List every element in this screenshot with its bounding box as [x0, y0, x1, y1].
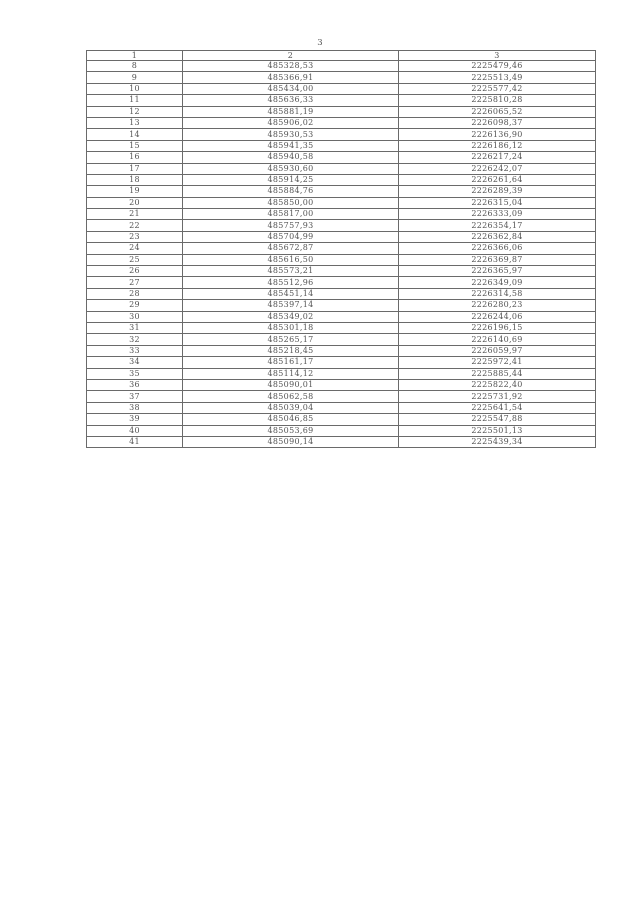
column-header-point: 1 — [87, 51, 183, 61]
point-number-cell: 29 — [87, 300, 183, 311]
y-coordinate-cell: 2226217,24 — [399, 152, 596, 163]
table-row — [87, 322, 596, 333]
table-row — [87, 186, 596, 197]
x-coordinate-cell: 485397,14 — [183, 300, 399, 311]
point-number-cell: 8 — [87, 61, 183, 72]
x-coordinate-cell: 485114,12 — [183, 368, 399, 379]
table-row — [87, 334, 596, 345]
point-number-cell: 23 — [87, 231, 183, 242]
point-number-cell: 28 — [87, 288, 183, 299]
point-number-cell: 32 — [87, 334, 183, 345]
y-coordinate-cell: 2225822,40 — [399, 379, 596, 390]
point-number-cell: 24 — [87, 243, 183, 254]
x-coordinate-cell: 485062,58 — [183, 391, 399, 402]
x-coordinate-cell: 485161,17 — [183, 357, 399, 368]
y-coordinate-cell: 2226065,52 — [399, 106, 596, 117]
point-number-cell: 25 — [87, 254, 183, 265]
y-coordinate-cell: 2226369,87 — [399, 254, 596, 265]
y-coordinate-cell: 2225439,34 — [399, 436, 596, 447]
table-row — [87, 197, 596, 208]
x-coordinate-cell: 485672,87 — [183, 243, 399, 254]
point-number-cell: 35 — [87, 368, 183, 379]
x-coordinate-cell: 485850,00 — [183, 197, 399, 208]
y-coordinate-cell: 2226244,06 — [399, 311, 596, 322]
table-row — [87, 288, 596, 299]
y-coordinate-cell: 2225547,88 — [399, 414, 596, 425]
y-coordinate-cell: 2226261,64 — [399, 174, 596, 185]
y-coordinate-cell: 2225641,54 — [399, 402, 596, 413]
x-coordinate-cell: 485817,00 — [183, 209, 399, 220]
point-number-cell: 12 — [87, 106, 183, 117]
point-number-cell: 26 — [87, 266, 183, 277]
table-row — [87, 106, 596, 117]
table-row — [87, 277, 596, 288]
point-number-cell: 10 — [87, 83, 183, 94]
point-number-cell: 17 — [87, 163, 183, 174]
point-number-cell: 13 — [87, 117, 183, 128]
point-number-cell: 36 — [87, 379, 183, 390]
point-number-cell: 41 — [87, 436, 183, 447]
point-number-cell: 14 — [87, 129, 183, 140]
y-coordinate-cell: 2226098,37 — [399, 117, 596, 128]
y-coordinate-cell: 2226315,04 — [399, 197, 596, 208]
y-coordinate-cell: 2225731,92 — [399, 391, 596, 402]
point-number-cell: 9 — [87, 72, 183, 83]
table-row — [87, 311, 596, 322]
table-row — [87, 436, 596, 447]
table-row — [87, 402, 596, 413]
y-coordinate-cell: 2226186,12 — [399, 140, 596, 151]
y-coordinate-cell: 2225972,41 — [399, 357, 596, 368]
point-number-cell: 34 — [87, 357, 183, 368]
x-coordinate-cell: 485349,02 — [183, 311, 399, 322]
coordinates-table — [86, 50, 596, 448]
point-number-cell: 40 — [87, 425, 183, 436]
y-coordinate-cell: 2225479,46 — [399, 61, 596, 72]
x-coordinate-cell: 485090,01 — [183, 379, 399, 390]
x-coordinate-cell: 485328,53 — [183, 61, 399, 72]
x-coordinate-cell: 485265,17 — [183, 334, 399, 345]
table-row — [87, 379, 596, 390]
point-number-cell: 18 — [87, 174, 183, 185]
coordinates-table-body — [87, 51, 596, 448]
point-number-cell: 19 — [87, 186, 183, 197]
x-coordinate-cell: 485366,91 — [183, 72, 399, 83]
table-row — [87, 129, 596, 140]
x-coordinate-cell: 485301,18 — [183, 322, 399, 333]
x-coordinate-cell: 485906,02 — [183, 117, 399, 128]
x-coordinate-cell: 485616,50 — [183, 254, 399, 265]
y-coordinate-cell: 2226140,69 — [399, 334, 596, 345]
y-coordinate-cell: 2226289,39 — [399, 186, 596, 197]
table-row — [87, 83, 596, 94]
x-coordinate-cell: 485046,85 — [183, 414, 399, 425]
page-number: 3 — [317, 38, 323, 48]
x-coordinate-cell: 485636,33 — [183, 95, 399, 106]
table-row — [87, 72, 596, 83]
y-coordinate-cell: 2226196,15 — [399, 322, 596, 333]
table-row — [87, 61, 596, 72]
x-coordinate-cell: 485704,99 — [183, 231, 399, 242]
y-coordinate-cell: 2226059,97 — [399, 345, 596, 356]
y-coordinate-cell: 2226280,23 — [399, 300, 596, 311]
x-coordinate-cell: 485930,53 — [183, 129, 399, 140]
table-row — [87, 357, 596, 368]
y-coordinate-cell: 2226333,09 — [399, 209, 596, 220]
y-coordinate-cell: 2226242,07 — [399, 163, 596, 174]
point-number-cell: 33 — [87, 345, 183, 356]
y-coordinate-cell: 2225885,44 — [399, 368, 596, 379]
point-number-cell: 16 — [87, 152, 183, 163]
y-coordinate-cell: 2226365,97 — [399, 266, 596, 277]
point-number-cell: 15 — [87, 140, 183, 151]
point-number-cell: 22 — [87, 220, 183, 231]
x-coordinate-cell: 485039,04 — [183, 402, 399, 413]
table-row — [87, 163, 596, 174]
point-number-cell: 11 — [87, 95, 183, 106]
y-coordinate-cell: 2226362,84 — [399, 231, 596, 242]
x-coordinate-cell: 485573,21 — [183, 266, 399, 277]
y-coordinate-cell: 2225513,49 — [399, 72, 596, 83]
table-row — [87, 254, 596, 265]
point-number-cell: 20 — [87, 197, 183, 208]
y-coordinate-cell: 2226314,58 — [399, 288, 596, 299]
table-row — [87, 368, 596, 379]
table-row — [87, 345, 596, 356]
point-number-cell: 37 — [87, 391, 183, 402]
point-number-cell: 31 — [87, 322, 183, 333]
x-coordinate-cell: 485881,19 — [183, 106, 399, 117]
y-coordinate-cell: 2226136,90 — [399, 129, 596, 140]
x-coordinate-cell: 485451,14 — [183, 288, 399, 299]
table-row — [87, 117, 596, 128]
table-row — [87, 300, 596, 311]
y-coordinate-cell: 2225810,28 — [399, 95, 596, 106]
table-row — [87, 231, 596, 242]
table-row — [87, 95, 596, 106]
x-coordinate-cell: 485930,60 — [183, 163, 399, 174]
x-coordinate-cell: 485884,76 — [183, 186, 399, 197]
table-row — [87, 243, 596, 254]
x-coordinate-cell: 485941,35 — [183, 140, 399, 151]
y-coordinate-cell: 2225501,13 — [399, 425, 596, 436]
table-row — [87, 209, 596, 220]
table-row — [87, 140, 596, 151]
table-row — [87, 266, 596, 277]
point-number-cell: 27 — [87, 277, 183, 288]
table-row — [87, 414, 596, 425]
table-row — [87, 391, 596, 402]
x-coordinate-cell: 485434,00 — [183, 83, 399, 94]
x-coordinate-cell: 485757,93 — [183, 220, 399, 231]
point-number-cell: 38 — [87, 402, 183, 413]
x-coordinate-cell: 485218,45 — [183, 345, 399, 356]
column-header-y: 3 — [399, 51, 596, 61]
x-coordinate-cell: 485512,96 — [183, 277, 399, 288]
x-coordinate-cell: 485914,25 — [183, 174, 399, 185]
table-header-row — [87, 51, 596, 61]
y-coordinate-cell: 2226354,17 — [399, 220, 596, 231]
table-row — [87, 425, 596, 436]
x-coordinate-cell: 485940,58 — [183, 152, 399, 163]
table-row — [87, 220, 596, 231]
table-row — [87, 152, 596, 163]
point-number-cell: 39 — [87, 414, 183, 425]
y-coordinate-cell: 2225577,42 — [399, 83, 596, 94]
x-coordinate-cell: 485053,69 — [183, 425, 399, 436]
point-number-cell: 21 — [87, 209, 183, 220]
point-number-cell: 30 — [87, 311, 183, 322]
x-coordinate-cell: 485090,14 — [183, 436, 399, 447]
y-coordinate-cell: 2226366,06 — [399, 243, 596, 254]
y-coordinate-cell: 2226349,09 — [399, 277, 596, 288]
table-row — [87, 174, 596, 185]
column-header-x: 2 — [183, 51, 399, 61]
